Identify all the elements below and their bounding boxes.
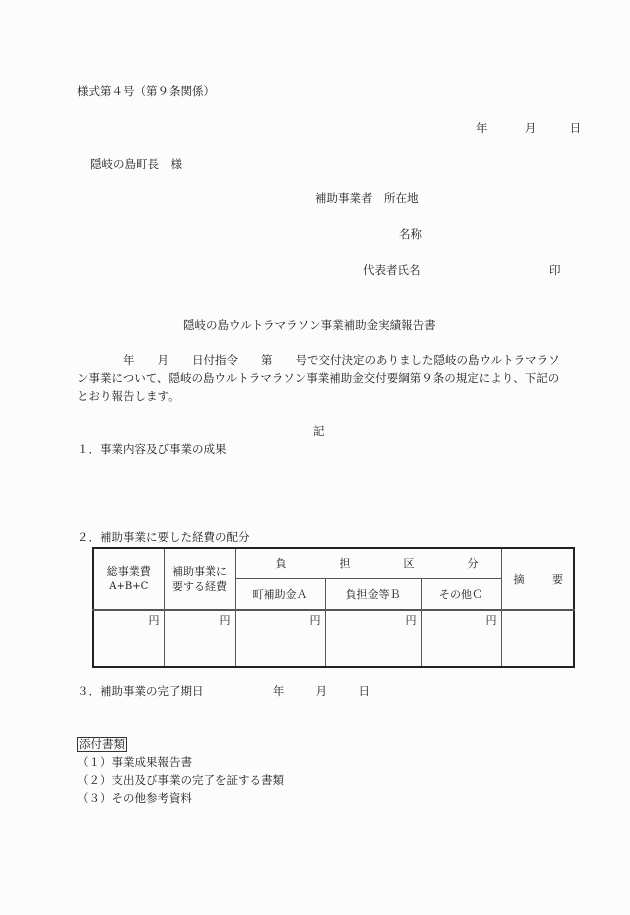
- expense-allocation-table: [92, 547, 575, 668]
- cell-other[interactable]: 円: [421, 610, 501, 667]
- completion-day: 日: [358, 684, 370, 698]
- completion-month: 月: [315, 684, 328, 698]
- representative-label: 代表者氏名: [363, 263, 421, 277]
- seal-mark: 印: [549, 263, 561, 277]
- cell-town-subsidy[interactable]: 円: [235, 610, 325, 667]
- document-title: 隠岐の島ウルトラマラソン事業補助金実績報告書: [183, 318, 436, 332]
- header-town-subsidy: 町補助金Ａ: [235, 579, 325, 611]
- section-2-heading: ２．補助事業に要した経費の配分: [77, 530, 250, 544]
- attachments-label: 添付書類: [79, 737, 125, 751]
- cell-contribution[interactable]: 円: [325, 610, 421, 667]
- body-paragraph: 年 月 日付指令 第 号で交付決定のありました隠岐の島ウルトラマラソン事業について、隠岐の島ウルトラマラソン事業補助金交付要綱第９条の規定により、下記のとおり報告します。: [77, 353, 560, 403]
- attachment-item: （３）その他参考資料: [77, 791, 192, 805]
- date-day: 日: [569, 121, 582, 135]
- report-date: [476, 121, 581, 135]
- section-1-heading: １．事業内容及び事業の成果: [77, 442, 227, 456]
- cell-remarks[interactable]: [501, 610, 574, 667]
- header-required-cost: 補助事業に 要する経費: [164, 548, 235, 610]
- header-remarks: 摘 要: [501, 548, 574, 610]
- date-year: 年: [476, 121, 488, 135]
- attachment-item: （１）事業成果報告書: [77, 755, 192, 769]
- completion-year: 年: [272, 684, 285, 698]
- date-month: 月: [524, 121, 537, 135]
- attachment-item: （２）支出及び事業の完了を証する書類: [77, 773, 284, 787]
- ki-heading: 記: [313, 424, 325, 438]
- completion-date-label: ３．補助事業の完了期日: [77, 684, 204, 698]
- header-other: その他Ｃ: [421, 579, 501, 611]
- applicant-address-label: 補助事業者 所在地: [315, 191, 419, 205]
- cell-required-cost[interactable]: 円: [164, 610, 235, 667]
- header-contribution: 負担金等Ｂ: [325, 579, 421, 611]
- section-3-heading: [77, 684, 370, 698]
- cell-total-cost[interactable]: 円: [93, 610, 164, 667]
- form-number: 様式第４号（第９条関係）: [77, 84, 215, 98]
- applicant-name-label: 名称: [399, 227, 422, 241]
- addressee: 隠岐の島町長 様: [90, 157, 182, 171]
- header-total-cost: 総事業費 A+B+C: [93, 548, 164, 610]
- header-burden-group: 負 担 区 分: [235, 548, 501, 579]
